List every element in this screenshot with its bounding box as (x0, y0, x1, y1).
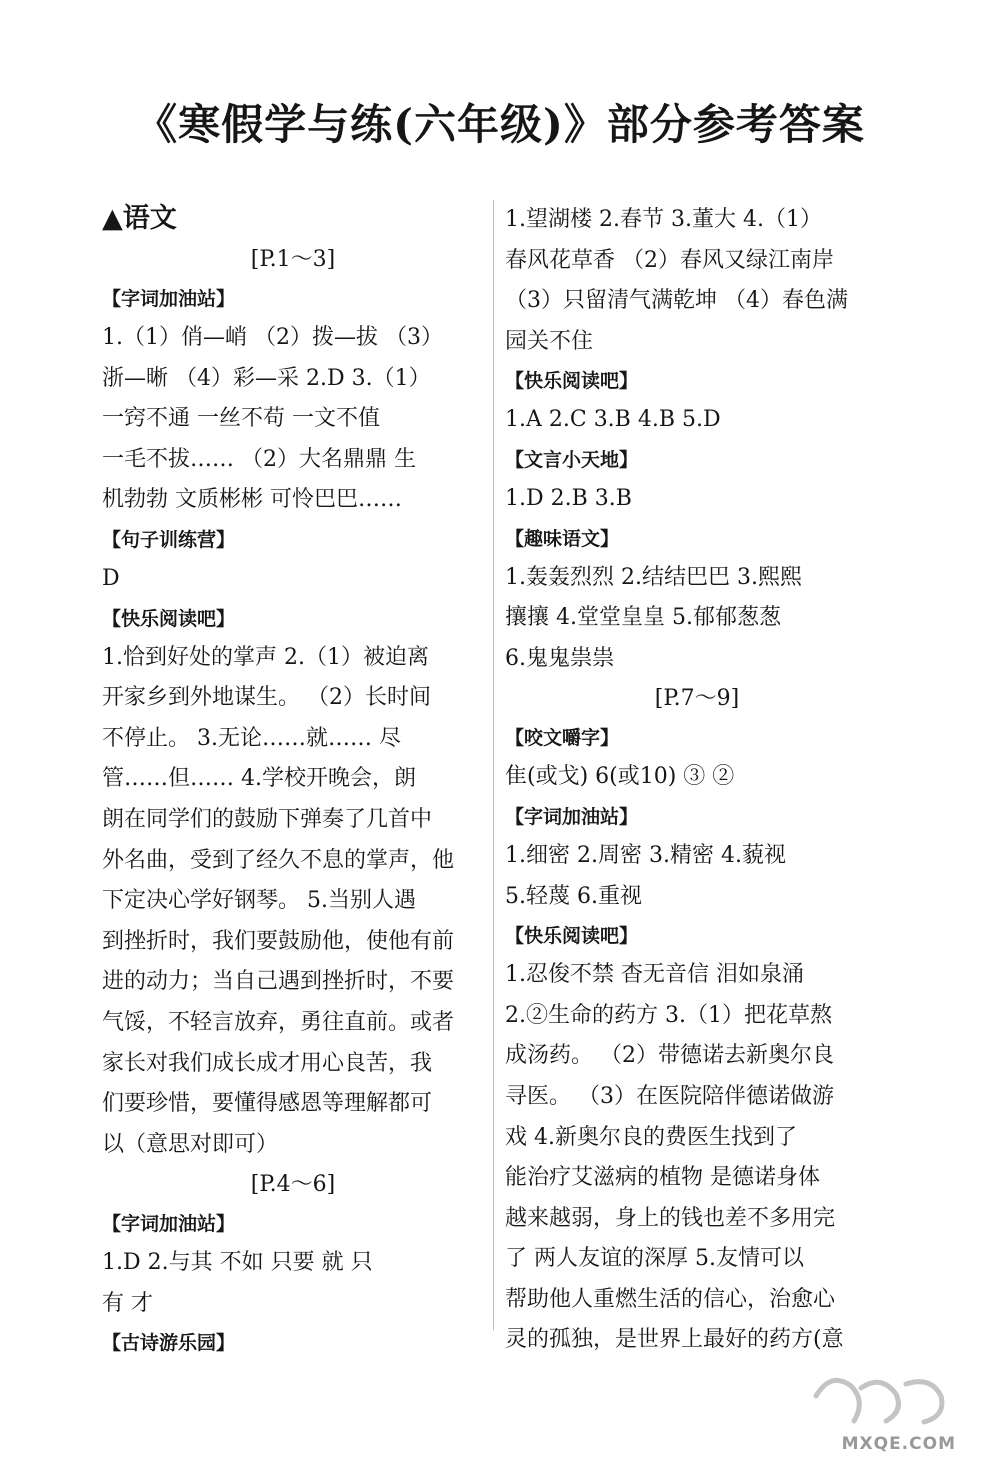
answer-line: 2.②生命的药方 3.（1）把花草熬 (505, 1002, 832, 1028)
answer-line: 了 两人友谊的深厚 5.友情可以 (505, 1246, 804, 1272)
answer-line: 一毛不拔…… （2）大名鼎鼎 生 (102, 446, 416, 472)
subject-heading: ▲语文 (102, 203, 177, 234)
page-title: 《寒假学与练(六年级)》部分参考答案 (135, 100, 865, 149)
answer-line: （3）只留清气满乾坤 （4）春色满 (505, 288, 848, 314)
answer-line: 1.（1）俏—峭 （2）拨—拔 （3） (102, 325, 443, 350)
section-heading: 【文言小天地】 (505, 448, 639, 471)
answer-line: 到挫折时，我们要鼓励他，使他有前 (102, 928, 455, 954)
answer-line: 春风花草香 （2）春风又绿江南岸 (505, 247, 834, 273)
answer-line: 管……但…… 4.学校开晚会，朗 (102, 766, 416, 792)
column-divider (493, 200, 494, 1330)
answer-line: 1.轰轰烈烈 2.结结巴巴 3.熙熙 (505, 564, 802, 590)
answer-block (102, 638, 484, 1166)
answer-line: 一窍不通 一丝不苟 一文不值 (102, 406, 380, 432)
answer-block (102, 1243, 484, 1324)
answer-line: 灵的孤独，是世界上最好的药方(意 (505, 1327, 844, 1353)
answer-line: 成汤药。 （2）带德诺去新奥尔良 (505, 1043, 834, 1069)
answer-block (505, 479, 889, 520)
answer-line: 朗在同学们的鼓励下弹奏了几首中 (102, 806, 433, 832)
answer-line: 戏 4.新奥尔良的费医生找到了 (505, 1124, 797, 1150)
section-heading: 【快乐阅读吧】 (505, 925, 639, 948)
watermark-text: MXQE.COM (841, 1434, 956, 1454)
answer-line: 进的动力；当自己遇到挫折时，不要 (102, 969, 455, 995)
answer-line: 外名曲，受到了经久不息的掌声，他 (102, 847, 455, 873)
answer-line: 以（意思对即可） (102, 1131, 279, 1157)
answer-line: 攘攘 4.堂堂皇皇 5.郁郁葱葱 (505, 605, 781, 631)
answer-block (505, 836, 889, 917)
answer-line: 1.D 2.与其 不如 只要 就 只 (102, 1250, 373, 1276)
answer-line: 6.鬼鬼祟祟 (505, 645, 614, 671)
answer-block (102, 559, 484, 600)
answer-line: D (102, 565, 120, 591)
answer-line: 机勃勃 文质彬彬 可怜巴巴…… (102, 487, 402, 513)
section-heading: 【趣味语文】 (505, 527, 620, 550)
page-range-2: [P.4～6] (250, 1172, 336, 1198)
answer-block (505, 400, 889, 441)
section-heading: 【字词加油站】 (102, 288, 236, 310)
section-heading: 【字词加油站】 (102, 1213, 236, 1236)
answer-line: 开家乡到外地谋生。 （2）长时间 (102, 685, 431, 711)
section-heading: 【快乐阅读吧】 (505, 370, 639, 393)
answer-line: 下定决心学好钢琴。 5.当别人遇 (102, 888, 416, 914)
section-heading: 【快乐阅读吧】 (102, 607, 236, 630)
section-heading: 【句子训练营】 (102, 528, 236, 551)
answer-line: 气馁，不轻言放弃，勇往直前。或者 (102, 1009, 455, 1035)
answer-line: 1.望湖楼 2.春节 3.董大 4.（1） (505, 207, 822, 232)
answer-line: 1.细密 2.周密 3.精密 4.藐视 (505, 842, 786, 868)
section-heading: 【古诗游乐园】 (102, 1332, 236, 1355)
answer-line: 不停止。 3.无论……就…… 尽 (102, 725, 401, 751)
answer-line: 有 才 (102, 1290, 153, 1316)
section-heading: 【字词加油站】 (505, 805, 639, 828)
answer-line: 帮助他人重燃生活的信心，治愈心 (505, 1286, 836, 1312)
answer-line: 越来越弱，身上的钱也差不多用完 (505, 1205, 836, 1231)
right-column (505, 200, 889, 1361)
answer-line: 家长对我们成长成才用心良苦，我 (102, 1050, 433, 1076)
answer-line: 浙—晰 （4）彩—采 2.D 3.（1） (102, 365, 431, 391)
answer-line: 寻医。 （3）在医院陪伴德诺做游 (505, 1083, 834, 1109)
page-range-3: [P.7～9] (654, 686, 740, 712)
answer-block (102, 318, 484, 521)
answer-line: 园关不住 (505, 328, 594, 354)
answer-line: 5.轻蔑 6.重视 (505, 883, 642, 909)
answer-block (505, 200, 889, 362)
answer-line: 1.忍俊不禁 杳无音信 泪如泉涌 (505, 962, 804, 988)
answer-block (505, 757, 889, 798)
answer-line: 1.A 2.C 3.B 4.B 5.D (505, 407, 721, 433)
answer-line: 1.恰到好处的掌声 2.（1）被迫离 (102, 644, 429, 670)
answer-block (505, 558, 889, 680)
page-range-1: [P.1～3] (250, 247, 336, 272)
section-heading: 【咬文嚼字】 (505, 727, 620, 750)
answer-line: 能治疗艾滋病的植物 是德诺身体 (505, 1165, 820, 1191)
answer-block (505, 955, 889, 1361)
answer-line: 隹(或戈) 6(或10) ③ ② (505, 764, 735, 790)
answer-line: 们要珍惜，要懂得感恩等理解都可 (102, 1091, 433, 1117)
left-column (102, 200, 484, 1362)
answer-line: 1.D 2.B 3.B (505, 485, 632, 511)
